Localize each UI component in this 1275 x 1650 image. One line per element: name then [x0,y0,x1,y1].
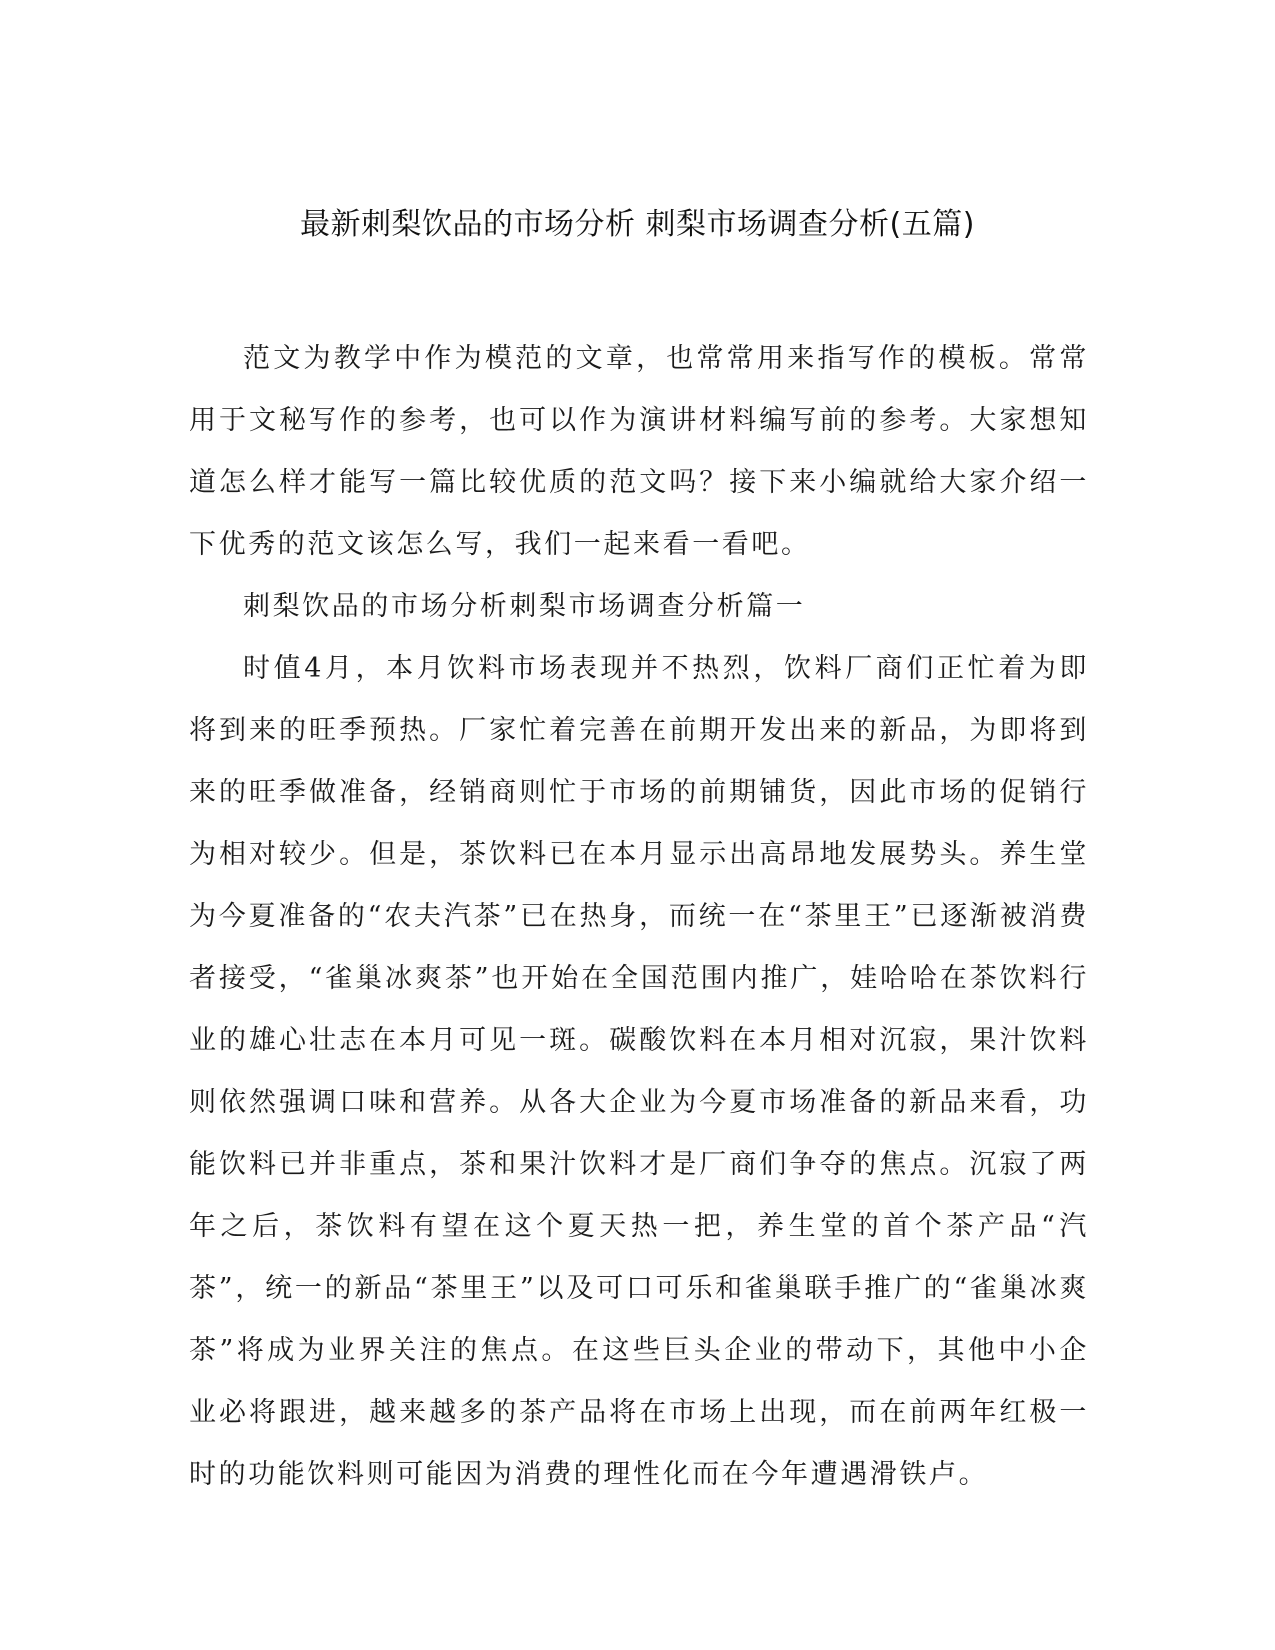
section-heading: 刺梨饮品的市场分析刺梨市场调查分析篇一 [243,591,806,622]
document-body [189,328,1089,1506]
intro-paragraph: 范文为教学中作为模范的文章，也常常用来指写作的模板。常常用于文秘写作的参考，也可以作为演讲材料编写前的参考。大家想知道怎么样才能写一篇比较优质的范文吗？接下来小编就给大家介绍一下优秀的范文该怎么写，我们一起来看一看吧。 [189,343,1089,560]
document-title: 最新刺梨饮品的市场分析 刺梨市场调查分析(五篇) [300,207,975,242]
body-paragraph: 时值4月，本月饮料市场表现并不热烈，饮料厂商们正忙着为即将到来的旺季预热。厂家忙着完善在前期开发出来的新品，为即将到来的旺季做准备，经销商则忙于市场的前期铺货，因此市场的促销行为相对较少。但是，茶饮料已在本月显示出高昂地发展势头。养生堂为今夏准备的“农夫汽茶”已在热身，而统一在“茶里王”已逐渐被消费者接受，“雀巢冰爽茶”也开始在全国范围内推广，娃哈哈在茶饮料行业的雄心壮志在本月可见一斑。碳酸饮料在本月相对沉寂，果汁饮料则依然强调口味和营养。从各大企业为今夏市场准备的新品来看，功能饮料已并非重点，茶和果汁饮料才是厂商们争夺的焦点。沉寂了两年之后，茶饮料有望在这个夏天热一把，养生堂的首个茶产品“汽茶”，统一的新品“茶里王”以及可口可乐和雀巢联手推广的“雀巢冰爽茶”将成为业界关注的焦点。在这些巨头企业的带动下，其他中小企业必将跟进，越来越多的茶产品将在市场上出现，而在前两年红极一时的功能饮料则可能因为消费的理性化而在今年遭遇滑铁卢。 [189,653,1089,1490]
